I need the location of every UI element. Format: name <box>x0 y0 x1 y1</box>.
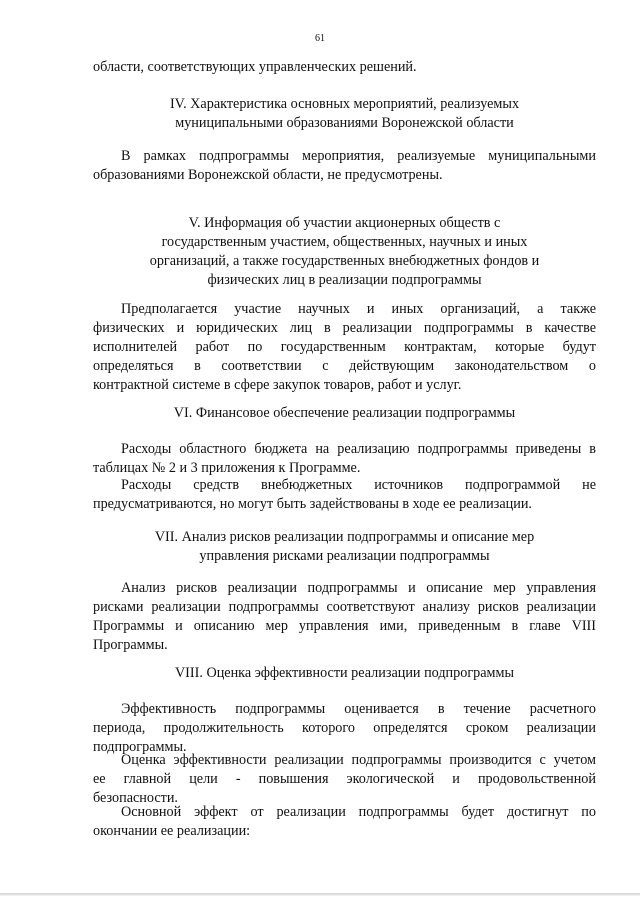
text-line: Расходы областного бюджета на реализацию подпрограммы приведены в <box>121 441 596 457</box>
heading-line: VII. Анализ рисков реализации подпрограммы и описание мер <box>154 529 535 545</box>
text-line: Программы и описанию мер управления ими, приведенным в главе VIII <box>93 618 596 634</box>
text-line: Расходы средств внебюджетных источников подпрограммой не <box>121 477 596 493</box>
text-line: ее главной цели - повышения экологической и продовольственной <box>93 771 596 787</box>
heading-line: VI. Финансовое обеспечение реализации подпрограммы <box>173 405 516 421</box>
text-line: Эффективность подпрограммы оценивается в течение расчетного <box>121 701 596 717</box>
text-line: Программы. <box>93 637 168 653</box>
section-heading-4 <box>93 95 596 133</box>
text-line: В рамках подпрограммы мероприятия, реализуемые муниципальными <box>121 148 596 164</box>
heading-line: VIII. Оценка эффективности реализации подпрограммы <box>174 665 515 681</box>
text-line: контрактной системе в сфере закупок товаров, работ и услуг. <box>93 377 462 393</box>
section-8-paragraph-1 <box>93 700 596 757</box>
heading-line: организаций, а также государственных внебюджетных фондов и <box>149 253 540 269</box>
heading-line: муниципальными образованиями Воронежской области <box>175 115 514 131</box>
section-6-paragraph-2 <box>93 476 596 514</box>
section-5-paragraph <box>93 300 596 395</box>
section-7-paragraph <box>93 579 596 655</box>
text-line: Основной эффект от реализации подпрограммы будет достигнут по <box>121 804 596 820</box>
text-line: периода, продолжительность которого определятся сроком реализации <box>93 720 596 736</box>
heading-line: IV. Характеристика основных мероприятий, реализуемых <box>169 96 520 112</box>
heading-line: государственным участием, общественных, научных и иных <box>161 234 528 250</box>
section-heading-6 <box>93 404 596 423</box>
intro-paragraph-end <box>93 58 596 77</box>
section-heading-5 <box>93 214 596 290</box>
text-line: рисками реализации подпрограммы соответствуют анализу рисков реализации <box>93 599 596 615</box>
text-line: Анализ рисков реализации подпрограммы и описание мер управления <box>121 580 596 596</box>
text-line: области, соответствующих управленческих решений. <box>93 59 417 75</box>
text-line: окончании ее реализации: <box>93 823 251 839</box>
section-heading-7 <box>93 528 596 566</box>
section-4-paragraph <box>93 147 596 185</box>
text-line: определяться в соответствии с действующим законодательством о <box>93 358 596 374</box>
heading-line: физических лиц в реализации подпрограммы <box>207 272 482 288</box>
text-line: таблицах № 2 и 3 приложения к Программе. <box>93 460 361 476</box>
text-line: физических и юридических лиц в реализации подпрограммы в качестве <box>93 320 596 336</box>
text-line: безопасности. <box>93 790 178 806</box>
text-line: образованиями Воронежской области, не предусмотрены. <box>93 167 443 183</box>
page-bottom-edge <box>0 893 640 896</box>
text-line: Оценка эффективности реализации подпрограммы производится с учетом <box>121 752 596 768</box>
section-heading-8 <box>93 664 596 683</box>
page-number: 61 <box>315 33 325 44</box>
heading-line: V. Информация об участии акционерных обществ с <box>188 215 501 231</box>
text-line: исполнителей работ по государственным контрактам, которые будут <box>93 339 596 355</box>
section-8-paragraph-2 <box>93 751 596 808</box>
text-line: подпрограммы. <box>93 739 187 755</box>
section-6-paragraph-1 <box>93 440 596 478</box>
text-line: предусматриваются, но могут быть задействованы в ходе ее реализации. <box>93 496 532 512</box>
section-8-paragraph-3 <box>93 803 596 841</box>
text-line: Предполагается участие научных и иных организаций, а также <box>121 301 596 317</box>
heading-line: управления рисками реализации подпрограммы <box>199 548 490 564</box>
